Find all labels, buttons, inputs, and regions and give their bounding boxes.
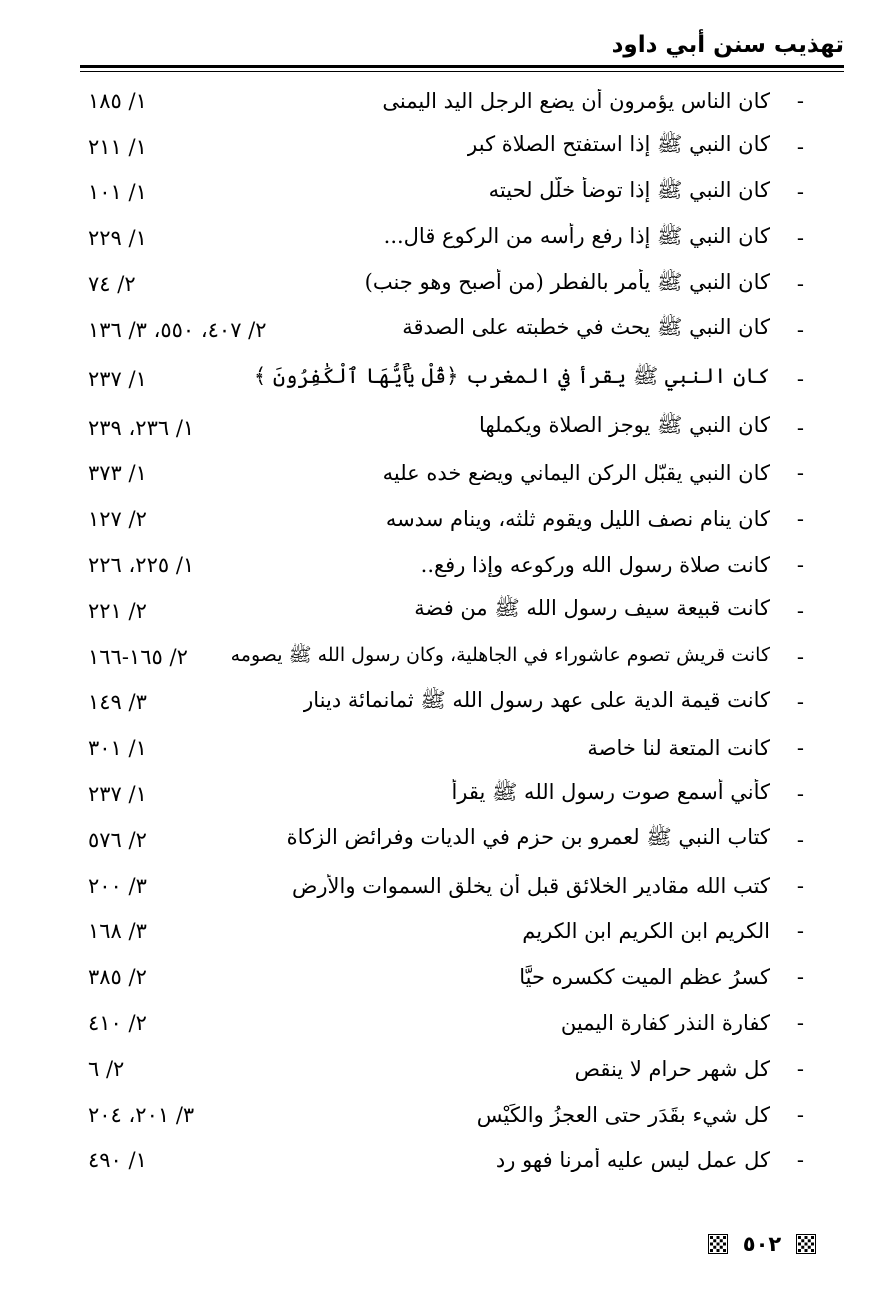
entry-text: كتب الله مقادير الخلائق قبل أن يخلق السموات والأرض [292, 873, 770, 898]
entry-bullet: - [796, 553, 804, 578]
entry-reference: ٢/ ٥٧٦ [88, 827, 147, 852]
index-entry [88, 909, 804, 955]
index-entry [88, 725, 804, 771]
ornament-icon [708, 1234, 728, 1254]
page-footer [708, 1232, 816, 1256]
entry-bullet: - [796, 272, 804, 297]
entry-text: كفارة النذر كفارة اليمين [560, 1011, 770, 1036]
entry-bullet: - [796, 782, 804, 807]
entry-text: كان النبي ﷺ إذا استفتح الصلاة كبر [467, 132, 770, 157]
entry-bullet: - [796, 644, 804, 669]
entry-bullet: - [796, 736, 804, 761]
entry-bullet: - [796, 1148, 804, 1173]
entry-bullet: - [796, 919, 804, 944]
index-entry [88, 1092, 804, 1138]
entry-reference: ١/ ٣٧٣ [88, 461, 147, 486]
entry-text: كل شهر حرام لا ينقص [574, 1056, 770, 1081]
entry-reference: ٣/ ٢٠١، ٢٠٤ [88, 1102, 195, 1127]
index-entry [88, 771, 804, 817]
entry-bullet: - [796, 1056, 804, 1081]
entry-bullet: - [796, 1102, 804, 1127]
entry-bullet: - [796, 461, 804, 486]
entry-reference: ١/ ٤٩٠ [88, 1148, 147, 1173]
index-entry [88, 1046, 804, 1092]
entry-reference: ١/ ٢٣٧ [88, 782, 147, 807]
entry-reference: ١/ ٣٠١ [88, 736, 147, 761]
entry-text: كانت صلاة رسول الله وركوعه وإذا رفع.. [420, 553, 770, 578]
entry-bullet: - [796, 507, 804, 532]
index-entry [88, 588, 804, 634]
index-entry [88, 261, 804, 307]
entry-text: كان النبي ﷺ يحث في خطبته على الصدقة [402, 315, 770, 340]
entry-reference: ١/ ١٨٥ [88, 88, 147, 113]
entry-text: كانت قريش تصوم عاشوراء في الجاهلية، وكان رسول الله ﷺ يصومه [230, 643, 770, 666]
index-entry [88, 680, 804, 726]
entry-reference: ٢/ ٦ [88, 1056, 125, 1081]
index-entry [88, 215, 804, 261]
index-entry [88, 496, 804, 542]
entry-bullet: - [796, 965, 804, 990]
entry-bullet: - [796, 88, 804, 113]
index-entry [88, 954, 804, 1000]
entry-bullet: - [796, 690, 804, 715]
index-entry [88, 1138, 804, 1184]
entry-text: كان النبي ﷺ إذا رفع رأسه من الركوع قال... [383, 223, 770, 248]
entry-bullet: - [796, 317, 804, 342]
entry-bullet: - [796, 366, 804, 391]
entry-text: كان النبي ﷺ يوجز الصلاة ويكملها [479, 413, 770, 438]
entry-reference: ١/ ٢٢٥، ٢٢٦ [88, 553, 195, 578]
entry-reference: ٣/ ١٤٩ [88, 690, 147, 715]
entry-text: كأني أسمع صوت رسول الله ﷺ يقرأ [451, 779, 770, 804]
entry-reference: ٢/ ٤١٠ [88, 1011, 147, 1036]
entry-text: كانت قبيعة سيف رسول الله ﷺ من فضة [414, 596, 770, 621]
entry-reference: ٣/ ٢٠٠ [88, 873, 147, 898]
entry-reference: ٣/ ١٦٨ [88, 919, 147, 944]
entry-text: كان النبي ﷺ إذا توضأ خلّل لحيته [488, 177, 770, 202]
entry-text: كل عمل ليس عليه أمرنا فهو رد [495, 1148, 770, 1173]
index-entry [88, 78, 804, 124]
entry-text: كان ينام نصف الليل ويقوم ثلثه، وينام سدسه [385, 507, 770, 532]
entry-reference: ٢/ ٢٢١ [88, 598, 147, 623]
entry-bullet: - [796, 827, 804, 852]
index-entry-list [88, 78, 804, 1183]
entry-reference: ١/ ٢٣٦، ٢٣٩ [88, 415, 195, 440]
entry-reference: ١/ ٢١١ [88, 134, 147, 159]
entry-bullet: - [796, 180, 804, 205]
entry-bullet: - [796, 226, 804, 251]
entry-reference: ٢/ ١٢٧ [88, 507, 147, 532]
entry-reference: ١/ ٢٣٧ [88, 366, 147, 391]
index-entry [88, 405, 804, 451]
entry-bullet: - [796, 1011, 804, 1036]
entry-reference: ١/ ٢٢٩ [88, 226, 147, 251]
entry-text: كان النبي ﷺ يأمر بالفطر (من أصبح وهو جنب) [364, 269, 770, 294]
entry-reference: ٢/ ٣٨٥ [88, 965, 147, 990]
index-entry [88, 353, 804, 405]
entry-text: الكريم ابن الكريم ابن الكريم [522, 919, 770, 944]
entry-reference: ٢/ ٤٠٧، ٥٥٠، ٣/ ١٣٦ [88, 317, 267, 342]
entry-text: كسرُ عظمِ الميت ككسره حيًّا [519, 965, 770, 990]
ornament-icon [796, 1234, 816, 1254]
entry-text: كان النبي ﷺ يقرأ في المغرب ﴿قُلْ يَٰٓأَيُّهَا ٱلْكَٰفِرُونَ ﴾ [253, 364, 770, 389]
entry-bullet: - [796, 873, 804, 898]
entry-text: كان الناس يؤمرون أن يضع الرجل اليد اليمنى [382, 88, 770, 113]
entry-text: كانت المتعة لنا خاصة [587, 736, 770, 761]
index-entry [88, 170, 804, 216]
header-rule-thick [80, 65, 844, 68]
index-entry [88, 634, 804, 680]
page-number: ٥٠٢ [742, 1232, 782, 1256]
entry-reference: ١/ ١٠١ [88, 180, 147, 205]
index-entry [88, 817, 804, 863]
entry-reference: ٢/ ١٦٥-١٦٦ [88, 644, 188, 669]
index-entry [88, 307, 804, 353]
page-header-title: تهذيب سنن أبي داود [611, 32, 844, 58]
index-entry [88, 542, 804, 588]
index-entry [88, 451, 804, 497]
header-rule-thin [80, 71, 844, 72]
entry-bullet: - [796, 415, 804, 440]
index-entry [88, 863, 804, 909]
entry-reference: ٢/ ٧٤ [88, 272, 136, 297]
entry-bullet: - [796, 598, 804, 623]
entry-text: كل شيء بقَدَرٍ حتى العجزُ والكَيْس [476, 1102, 770, 1127]
index-entry [88, 1000, 804, 1046]
entry-bullet: - [796, 134, 804, 159]
entry-text: كان النبي يقبّل الركن اليماني ويضع خده عليه [382, 461, 770, 486]
entry-text: كتاب النبي ﷺ لعمرو بن حزم في الديات وفرائض الزكاة [286, 825, 770, 850]
entry-text: كانت قيمة الدية على عهد رسول الله ﷺ ثمانمائة دينار [303, 687, 770, 712]
index-entry [88, 124, 804, 170]
